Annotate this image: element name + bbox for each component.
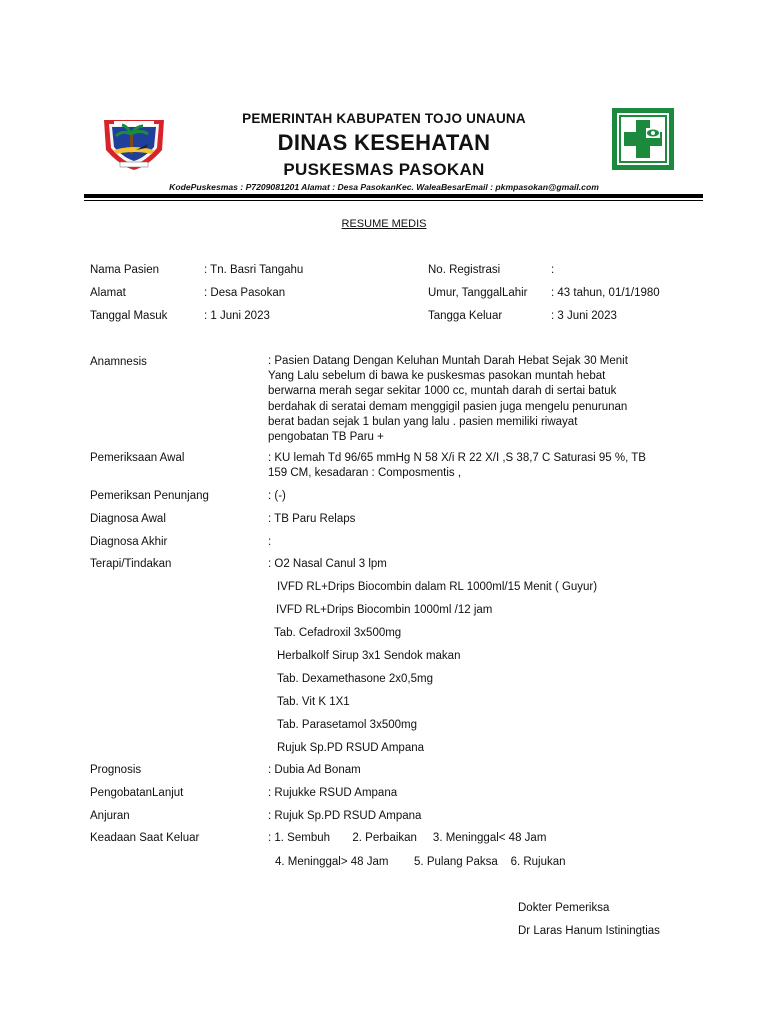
penunjang-label: Pemeriksan Penunjang — [90, 490, 209, 502]
tanggal-keluar-label: Tangga Keluar — [428, 310, 503, 322]
terapi-item: IVFD RL+Drips Biocombin dalam RL 1000ml/15 Menit ( Guyur) — [277, 581, 598, 593]
anamnesis-line: pengobatan TB Paru + — [268, 431, 384, 444]
signature-name: Dr Laras Hanum Istiningtias — [518, 925, 660, 937]
anamnesis-text — [268, 354, 628, 445]
anamnesis-line: berat badan sejak 1 bulan yang lalu . pasien memiliki riwayat — [268, 415, 578, 428]
umur-label: Umur, TanggalLahir — [428, 287, 528, 299]
header-divider-thick — [84, 194, 703, 198]
terapi-item: Tab. Parasetamol 3x500mg — [277, 719, 417, 731]
pemeriksaan-awal-text — [268, 451, 646, 481]
signature-role: Dokter Pemeriksa — [518, 902, 610, 914]
nama-pasien-label: Nama Pasien — [90, 264, 160, 276]
anamnesis-line: berwarna merah segar sekitar 1000 cc, muntah darah di sertai batuk — [268, 385, 617, 398]
anjuran-value: : Rujuk Sp.PD RSUD Ampana — [268, 810, 422, 822]
keadaan-label: Keadaan Saat Keluar — [90, 832, 200, 844]
pemeriksaan-line: : KU lemah Td 96/65 mmHg N 58 X/i R 22 X/I ,S 38,7 C Saturasi 95 %, TB — [268, 452, 646, 464]
terapi-label: Terapi/Tindakan — [90, 558, 172, 570]
pengobatan-lanjut-label: PengobatanLanjut — [90, 787, 184, 799]
anamnesis-line: berdahak di seratai demam menggigil pasien juga mengelu penurunan — [268, 400, 628, 413]
nama-pasien-value: : Tn. Basri Tangahu — [204, 264, 304, 276]
document-title: RESUME MEDIS — [341, 218, 427, 230]
terapi-item: Tab. Vit K 1X1 — [277, 696, 350, 708]
terapi-item: Herbalkolf Sirup 3x1 Sendok makan — [277, 650, 461, 662]
tanggal-masuk-value: : 1 Juni 2023 — [204, 310, 270, 322]
puskesmas-heading: PUSKESMAS PASOKAN — [283, 160, 485, 179]
anamnesis-label: Anamnesis — [90, 356, 147, 368]
terapi-item: : O2 Nasal Canul 3 lpm — [268, 558, 387, 570]
pemeriksaan-line: 159 CM, kesadaran : Composmentis , — [268, 467, 462, 480]
anamnesis-line: Yang Lalu sebelum di bawa ke puskesmas pasokan muntah hebat — [268, 370, 606, 383]
tanggal-masuk-label: Tanggal Masuk — [90, 310, 168, 322]
prognosis-label: Prognosis — [90, 764, 142, 776]
prognosis-value: : Dubia Ad Bonam — [268, 764, 361, 776]
contact-info-line: KodePuskesmas : P7209081201 Alamat : Desa PasokanKec. WaleaBesarEmail : pkmpasokan@gmail.com — [169, 182, 599, 192]
no-registrasi-label: No. Registrasi — [428, 264, 501, 276]
keadaan-options-line2: 4. Meninggal> 48 Jam 5. Pulang Paksa 6. Rujukan — [275, 856, 566, 868]
terapi-item: Tab. Dexamethasone 2x0,5mg — [277, 673, 433, 685]
pengobatan-lanjut-value: : Rujukke RSUD Ampana — [268, 787, 398, 799]
diagnosa-akhir-value: : — [268, 536, 272, 548]
puskesmas-cross-logo — [610, 106, 676, 172]
umur-value: : 43 tahun, 01/1/1980 — [551, 287, 660, 299]
terapi-item: Rujuk Sp.PD RSUD Ampana — [277, 742, 425, 754]
government-heading: PEMERINTAH KABUPATEN TOJO UNAUNA — [242, 111, 526, 126]
diagnosa-akhir-label: Diagnosa Akhir — [90, 536, 168, 548]
header-divider-thin — [84, 200, 703, 201]
diagnosa-awal-value: : TB Paru Relaps — [268, 513, 356, 525]
department-heading: DINAS KESEHATAN — [277, 130, 491, 155]
no-registrasi-value: : — [551, 264, 555, 276]
alamat-label: Alamat — [90, 287, 126, 299]
terapi-item: IVFD RL+Drips Biocombin 1000ml /12 jam — [276, 604, 493, 616]
anjuran-label: Anjuran — [90, 810, 130, 822]
tanggal-keluar-value: : 3 Juni 2023 — [551, 310, 617, 322]
pemeriksaan-awal-label: Pemeriksaan Awal — [90, 452, 185, 464]
alamat-value: : Desa Pasokan — [204, 287, 286, 299]
terapi-item: Tab. Cefadroxil 3x500mg — [274, 627, 402, 639]
diagnosa-awal-label: Diagnosa Awal — [90, 513, 166, 525]
keadaan-options-line1: : 1. Sembuh 2. Perbaikan 3. Meninggal< 48 Jam — [268, 832, 547, 844]
anamnesis-line: : Pasien Datang Dengan Keluhan Muntah Darah Hebat Sejak 30 Menit — [268, 355, 628, 367]
penunjang-value: : (-) — [268, 490, 286, 502]
